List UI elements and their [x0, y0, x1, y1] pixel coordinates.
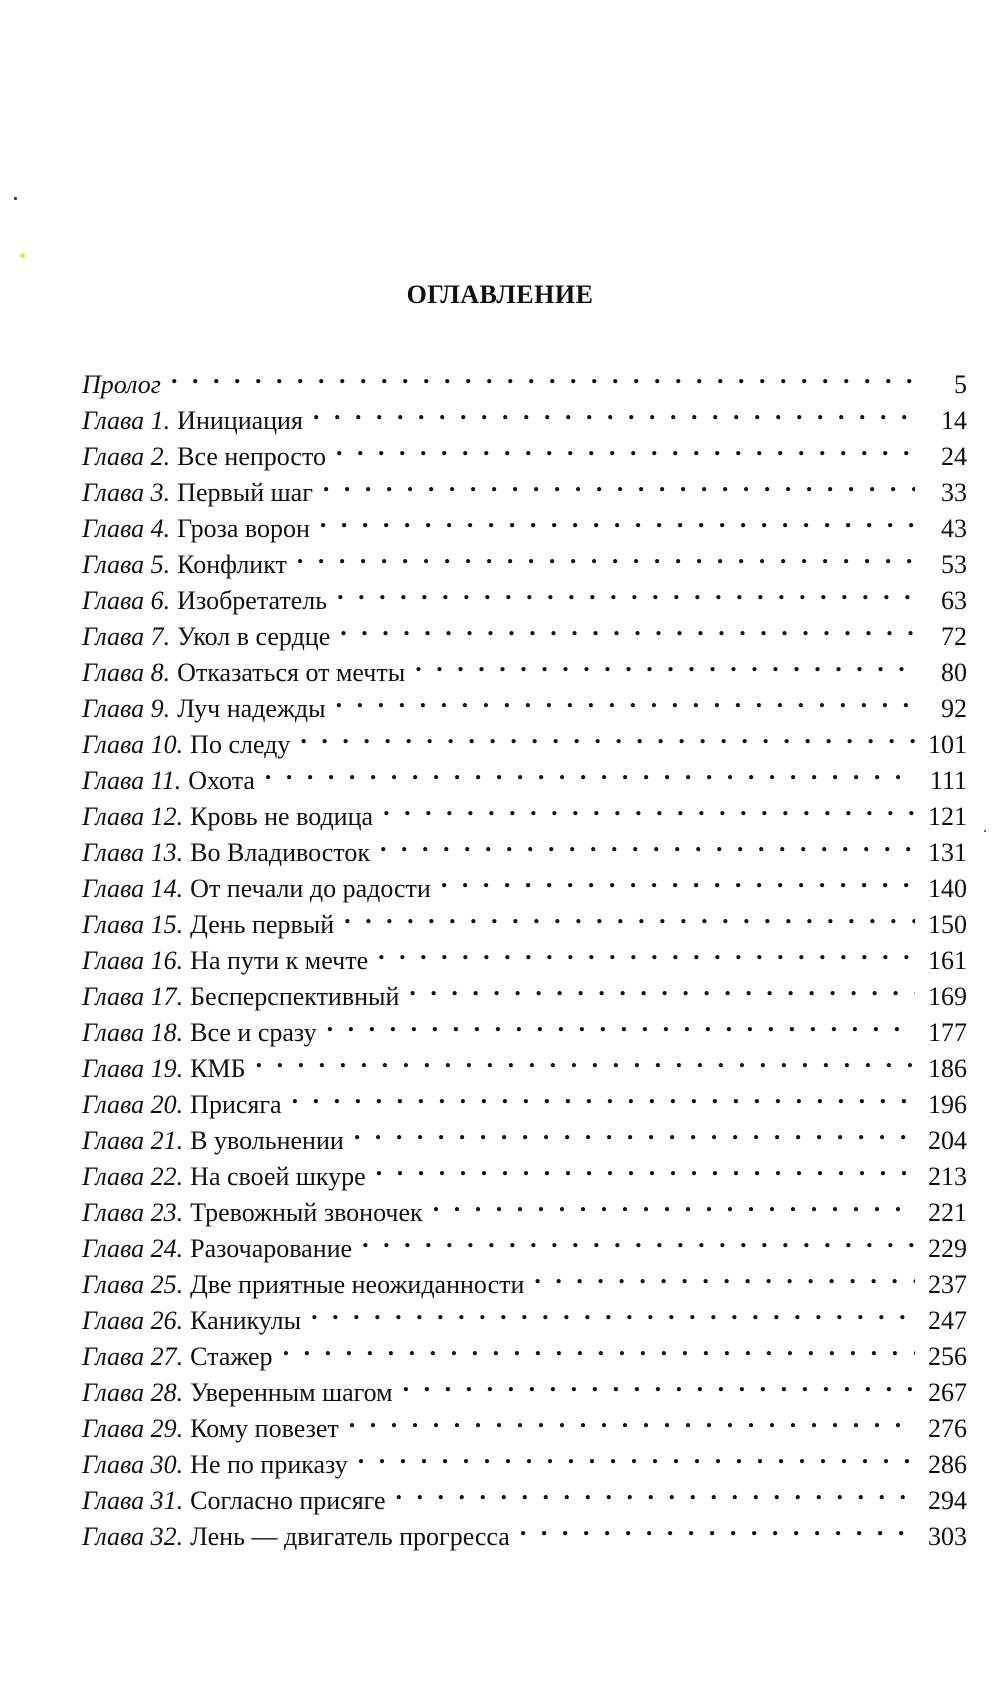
chapter-title: По следу — [190, 730, 291, 759]
dot-leader — [323, 465, 915, 501]
chapter-title: Тревожный звоночек — [190, 1198, 423, 1227]
chapter-label: Глава 27. — [82, 1342, 184, 1371]
chapter-label: Глава 16. — [82, 946, 184, 975]
print-speck — [984, 830, 986, 832]
chapter-label: Глава 28. — [82, 1378, 184, 1407]
chapter-label: Глава 10. — [82, 730, 184, 759]
dot-leader — [336, 429, 915, 465]
page-number: 80 — [941, 658, 967, 687]
dot-leader — [171, 357, 915, 393]
dot-leader — [292, 1077, 915, 1113]
chapter-label: Глава 29. — [82, 1414, 184, 1443]
page-number: 150 — [928, 910, 967, 939]
page-number: 286 — [928, 1450, 967, 1479]
dot-leader — [337, 573, 915, 609]
page-number: 294 — [928, 1486, 967, 1515]
dot-leader — [378, 933, 915, 969]
chapter-title: Все и сразу — [190, 1018, 317, 1047]
page-number: 140 — [928, 874, 967, 903]
chapter-label: Глава 23. — [82, 1198, 184, 1227]
print-speck — [20, 253, 25, 258]
chapter-label: Глава 13. — [82, 838, 184, 867]
page-number: 177 — [928, 1018, 967, 1047]
page-number: 221 — [928, 1198, 967, 1227]
chapter-label: Глава 7. — [82, 622, 171, 651]
page-number: 276 — [928, 1414, 967, 1443]
page-number: 204 — [928, 1126, 967, 1155]
page-number: 24 — [941, 442, 967, 471]
dot-leader — [311, 1293, 915, 1329]
dot-leader — [265, 753, 915, 789]
chapter-label: Глава 22. — [82, 1162, 184, 1191]
chapter-title: Присяга — [190, 1090, 282, 1119]
chapter-label: Глава 15. — [82, 910, 184, 939]
dot-leader — [313, 393, 915, 429]
dot-leader — [297, 537, 915, 573]
dot-leader — [433, 1185, 915, 1221]
dot-leader — [344, 897, 915, 933]
dot-leader — [396, 1473, 915, 1509]
chapter-label: Глава 25. — [82, 1270, 184, 1299]
page-number: 161 — [928, 946, 967, 975]
chapter-label: Глава 8. — [82, 658, 171, 687]
page-number: 111 — [929, 766, 967, 795]
chapter-title: Луч надежды — [177, 694, 326, 723]
page-number: 53 — [941, 550, 967, 579]
chapter-label: Глава 18. — [82, 1018, 184, 1047]
page-number: 131 — [928, 838, 967, 867]
chapter-title: Конфликт — [177, 550, 287, 579]
page-title: ОГЛАВЛЕНИЕ — [406, 280, 594, 309]
chapter-label: Глава 6. — [82, 586, 171, 615]
chapter-label: Глава 20. — [82, 1090, 184, 1119]
dot-leader — [327, 1005, 915, 1041]
chapter-title: Разочарование — [190, 1234, 353, 1263]
chapter-title: Изобретатель — [177, 586, 328, 615]
toc-entry — [82, 393, 967, 435]
chapter-label: Пролог — [82, 370, 161, 399]
page-number: 169 — [928, 982, 967, 1011]
chapter-title: Кому повезет — [190, 1414, 339, 1443]
dot-leader — [320, 501, 915, 537]
chapter-label: Глава 32. — [82, 1522, 184, 1551]
chapter-title: Охота — [188, 766, 255, 795]
page-number: 14 — [941, 406, 967, 435]
chapter-label: Глава 11. — [82, 766, 182, 795]
chapter-title: Лень — двигатель прогресса — [190, 1522, 510, 1551]
dot-leader — [383, 789, 915, 825]
dot-leader — [354, 1113, 915, 1149]
page-number: 5 — [954, 370, 967, 399]
chapter-label: Глава 9. — [82, 694, 171, 723]
chapter-label: Глава 3. — [82, 478, 171, 507]
chapter-title: Гроза ворон — [177, 514, 310, 543]
chapter-label: Глава 12. — [82, 802, 184, 831]
dot-leader — [403, 1365, 915, 1401]
chapter-title: Бесперспективный — [190, 982, 400, 1011]
page-number: 256 — [928, 1342, 967, 1371]
dot-leader — [534, 1257, 915, 1293]
page-number: 247 — [928, 1306, 967, 1335]
page-number: 92 — [941, 694, 967, 723]
chapter-label: Глава 1. — [82, 406, 171, 435]
dot-leader — [362, 1221, 915, 1257]
dot-leader — [283, 1329, 915, 1365]
chapter-label: Глава 31. — [82, 1486, 184, 1515]
page-number: 43 — [941, 514, 967, 543]
page-number: 267 — [928, 1378, 967, 1407]
dot-leader — [358, 1437, 915, 1473]
chapter-title: Две приятные неожиданности — [190, 1270, 525, 1299]
page-number: 303 — [928, 1522, 967, 1551]
toc-entry — [82, 357, 967, 399]
chapter-label: Глава 4. — [82, 514, 171, 543]
chapter-title: В увольнении — [190, 1126, 344, 1155]
chapter-label: Глава 5. — [82, 550, 171, 579]
dot-leader — [520, 1509, 915, 1545]
print-speck — [14, 197, 17, 200]
chapter-title: Первый шаг — [177, 478, 313, 507]
chapter-title: На пути к мечте — [190, 946, 369, 975]
table-of-contents — [82, 357, 967, 1551]
chapter-label: Глава 19. — [82, 1054, 184, 1083]
page-number: 121 — [928, 802, 967, 831]
chapter-title: Все непросто — [177, 442, 326, 471]
dot-leader — [336, 681, 915, 717]
dot-leader — [376, 1149, 915, 1185]
chapter-title: Каникулы — [190, 1306, 302, 1335]
chapter-title: Во Владивосток — [190, 838, 370, 867]
chapter-label: Глава 24. — [82, 1234, 184, 1263]
chapter-label: Глава 21. — [82, 1126, 184, 1155]
chapter-title: Инициация — [177, 406, 303, 435]
dot-leader — [415, 645, 915, 681]
page-number: 63 — [941, 586, 967, 615]
dot-leader — [256, 1041, 915, 1077]
chapter-label: Глава 14. — [82, 874, 184, 903]
chapter-title: Согласно присяге — [190, 1486, 386, 1515]
chapter-title: Кровь не водица — [190, 802, 374, 831]
chapter-title: Не по приказу — [190, 1450, 348, 1479]
chapter-title: День первый — [190, 910, 335, 939]
page-number: 213 — [928, 1162, 967, 1191]
page-number: 196 — [928, 1090, 967, 1119]
chapter-title: КМБ — [190, 1054, 246, 1083]
dot-leader — [441, 861, 915, 897]
chapter-label: Глава 30. — [82, 1450, 184, 1479]
dot-leader — [300, 717, 915, 753]
page-number: 101 — [928, 730, 967, 759]
chapter-title: На своей шкуре — [190, 1162, 366, 1191]
page-number: 237 — [928, 1270, 967, 1299]
chapter-title: Уверенным шагом — [190, 1378, 393, 1407]
chapter-title: Стажер — [190, 1342, 273, 1371]
dot-leader — [349, 1401, 915, 1437]
dot-leader — [380, 825, 915, 861]
chapter-title: От печали до радости — [190, 874, 431, 903]
page-number: 186 — [928, 1054, 967, 1083]
page-number: 229 — [928, 1234, 967, 1263]
chapter-label: Глава 26. — [82, 1306, 184, 1335]
chapter-title: Укол в сердце — [177, 622, 331, 651]
dot-leader — [340, 609, 915, 645]
dot-leader — [409, 969, 915, 1005]
page-number: 72 — [941, 622, 967, 651]
chapter-title: Отказаться от мечты — [177, 658, 406, 687]
chapter-label: Глава 17. — [82, 982, 184, 1011]
page-number: 33 — [941, 478, 967, 507]
chapter-label: Глава 2. — [82, 442, 171, 471]
